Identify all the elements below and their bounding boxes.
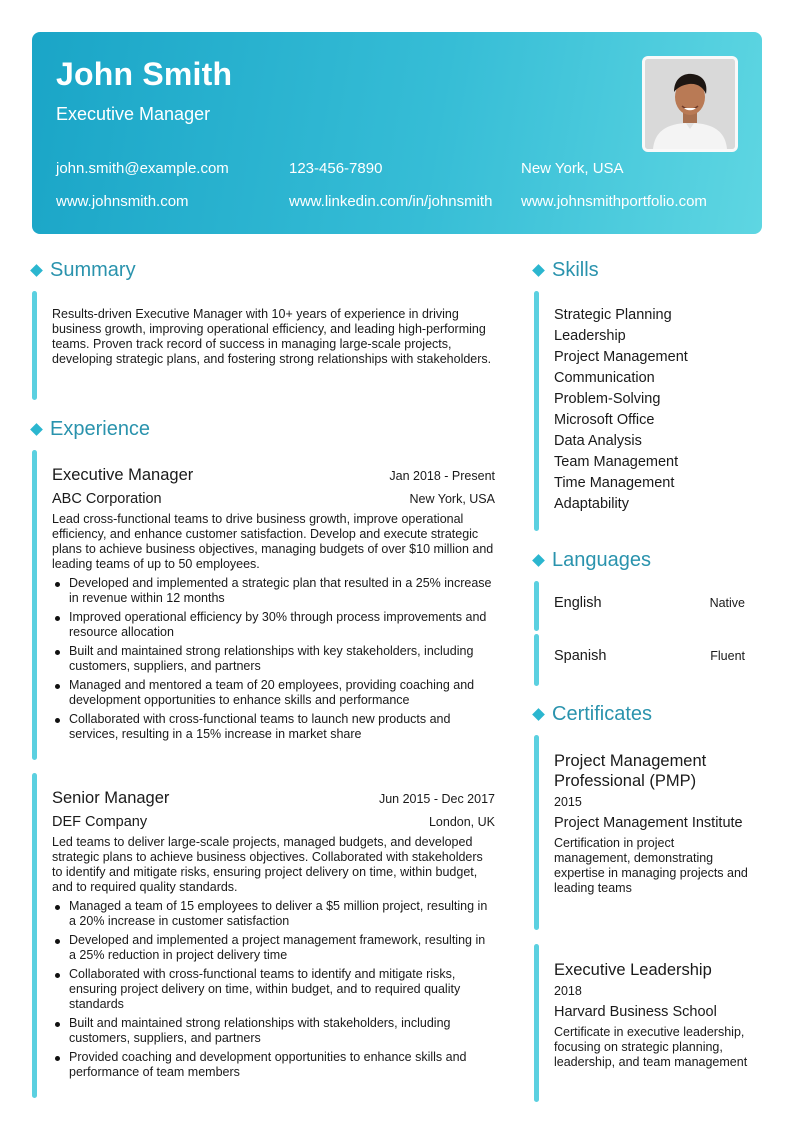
- accent-bar: [32, 450, 37, 760]
- list-item: Communication: [554, 370, 655, 386]
- bullet-icon: [55, 1056, 60, 1061]
- skills-list: [554, 305, 688, 515]
- diamond-icon: [30, 264, 43, 277]
- summary-card: [32, 291, 502, 400]
- accent-bar: [534, 944, 539, 1102]
- list-item: Strategic Planning: [554, 307, 672, 323]
- list-item: Managed and mentored a team of 20 employees, providing coaching and development opportunities to enhance skills and performance: [52, 678, 495, 708]
- job-dates: Jan 2018 - Present: [389, 469, 495, 483]
- job-role: Executive Manager: [52, 466, 194, 484]
- certificates-heading: [532, 703, 652, 726]
- certificate-name: Executive Leadership: [554, 961, 712, 979]
- skills-heading: [532, 259, 599, 282]
- list-item: Managed a team of 15 employees to deliver a $5 million project, resulting in a 20% increase in customer satisfaction: [52, 899, 495, 929]
- list-item: Collaborated with cross-functional teams to launch new products and services, resulting in a 15% increase in market share: [52, 712, 495, 742]
- achievement-list: [52, 576, 495, 742]
- job-company: DEF Company: [52, 814, 148, 830]
- language-card: [534, 634, 762, 686]
- list-item: Improved operational efficiency by 30% through process improvements and resource allocation: [52, 610, 495, 640]
- job-location: London, UK: [428, 815, 495, 829]
- linkedin-link[interactable]: www.linkedin.com/in/johnsmith: [289, 193, 493, 210]
- bullet-icon: [55, 616, 60, 621]
- list-item: Problem-Solving: [554, 391, 661, 407]
- summary-text: Results-driven Executive Manager with 10+ years of experience in driving business growth, improving operational efficiency, and leading high-performing teams. Proven track record of success in managing large-scale projects, developing strategic plans, and fostering strong relationships with stakeholders.: [52, 307, 492, 366]
- list-item: Collaborated with cross-functional teams to identify and mitigate risks, ensuring project delivery on time, within budget, and to required quality standards: [52, 967, 495, 1012]
- language-name: Spanish: [554, 648, 607, 664]
- skills-heading-label: Skills: [552, 259, 599, 281]
- list-item: Time Management: [554, 475, 675, 491]
- bullet-icon: [55, 1022, 60, 1027]
- summary-heading: [30, 259, 136, 282]
- summary-heading-label: Summary: [50, 259, 136, 281]
- profile-photo: [642, 56, 738, 152]
- certificates-heading-label: Certificates: [552, 703, 653, 725]
- languages-heading: [532, 549, 651, 572]
- experience-entry: [52, 789, 495, 1084]
- bullet-icon: [55, 905, 60, 910]
- certificate-entry: [554, 751, 750, 896]
- job-role: Senior Manager: [52, 789, 170, 807]
- accent-bar: [534, 735, 539, 930]
- accent-bar: [32, 291, 37, 400]
- list-item: Developed and implemented a strategic plan that resulted in a 25% increase in revenue within 12 months: [52, 576, 495, 606]
- language-level: Native: [709, 596, 745, 610]
- experience-card: [32, 450, 502, 760]
- job-description: Led teams to deliver large-scale projects, managed budgets, and developed strategic plans to achieve business objectives. Collaborated with stakeholders to identify and mitigate risks, ensuring project delivery on time, within budget, and to required quality standards.: [52, 835, 483, 894]
- certificate-description: Certification in project management, demonstrating expertise in managing projects and leading teams: [554, 836, 748, 895]
- certificate-card: [534, 944, 762, 1102]
- languages-heading-label: Languages: [552, 549, 651, 571]
- bullet-icon: [55, 718, 60, 723]
- bullet-icon: [55, 582, 60, 587]
- website-link[interactable]: www.johnsmith.com: [56, 193, 189, 210]
- list-item: Developed and implemented a project management framework, resulting in a 25% reduction in project delivery time: [52, 933, 495, 963]
- list-item: Microsoft Office: [554, 412, 655, 428]
- diamond-icon: [532, 554, 545, 567]
- email-link[interactable]: john.smith@example.com: [56, 160, 229, 177]
- list-item: Built and maintained strong relationships with stakeholders, including customers, suppliers, and partners: [52, 1016, 495, 1046]
- language-card: [534, 581, 762, 631]
- certificate-entry: [554, 960, 750, 1070]
- job-company: ABC Corporation: [52, 491, 162, 507]
- language-row: [554, 648, 745, 664]
- certificate-issuer: Harvard Business School: [554, 1004, 717, 1020]
- bullet-icon: [55, 650, 60, 655]
- experience-heading-label: Experience: [50, 418, 151, 440]
- bullet-icon: [55, 939, 60, 944]
- location-text: New York, USA: [521, 160, 624, 177]
- certificate-year: 2018: [554, 984, 582, 998]
- experience-entry: [52, 466, 495, 746]
- certificate-issuer: Project Management Institute: [554, 815, 743, 831]
- language-row: [554, 595, 745, 611]
- person-photo-icon: [645, 59, 735, 149]
- candidate-name: John Smith: [56, 56, 233, 92]
- list-item: Data Analysis: [554, 433, 642, 449]
- language-level: Fluent: [710, 649, 745, 663]
- experience-heading: [30, 418, 150, 441]
- list-item: Team Management: [554, 454, 679, 470]
- diamond-icon: [532, 708, 545, 721]
- phone-text: 123-456-7890: [289, 160, 383, 177]
- experience-card: [32, 773, 502, 1098]
- accent-bar: [534, 634, 539, 686]
- accent-bar: [534, 581, 539, 631]
- bullet-icon: [55, 684, 60, 689]
- job-location: New York, USA: [409, 492, 495, 506]
- list-item: Leadership: [554, 328, 626, 344]
- achievement-list: [52, 899, 495, 1080]
- certificate-name: Project Management Professional (PMP): [554, 752, 707, 790]
- accent-bar: [32, 773, 37, 1098]
- bullet-icon: [55, 973, 60, 978]
- certificate-card: [534, 735, 762, 930]
- list-item: Project Management: [554, 349, 688, 365]
- language-name: English: [554, 595, 602, 611]
- candidate-title: Executive Manager: [56, 104, 211, 124]
- skills-card: [534, 291, 762, 531]
- accent-bar: [534, 291, 539, 531]
- diamond-icon: [30, 423, 43, 436]
- list-item: Adaptability: [554, 496, 629, 512]
- list-item: Built and maintained strong relationships with key stakeholders, including customers, suppliers, and partners: [52, 644, 495, 674]
- job-dates: Jun 2015 - Dec 2017: [378, 792, 495, 806]
- resume-header: [32, 32, 762, 234]
- diamond-icon: [532, 264, 545, 277]
- job-description: Lead cross-functional teams to drive business growth, improve operational efficiency, and enhance customer satisfaction. Develop and execute strategic plans to achieve business objectives, managing budgets of over $10 million and leading teams of up to 50 employees.: [52, 512, 494, 571]
- list-item: Provided coaching and development opportunities to enhance skills and performance of team members: [52, 1050, 495, 1080]
- certificate-description: Certificate in executive leadership, focusing on strategic planning, leadership, and team management: [554, 1025, 748, 1069]
- certificate-year: 2015: [554, 795, 582, 809]
- portfolio-link[interactable]: www.johnsmithportfolio.com: [521, 193, 707, 210]
